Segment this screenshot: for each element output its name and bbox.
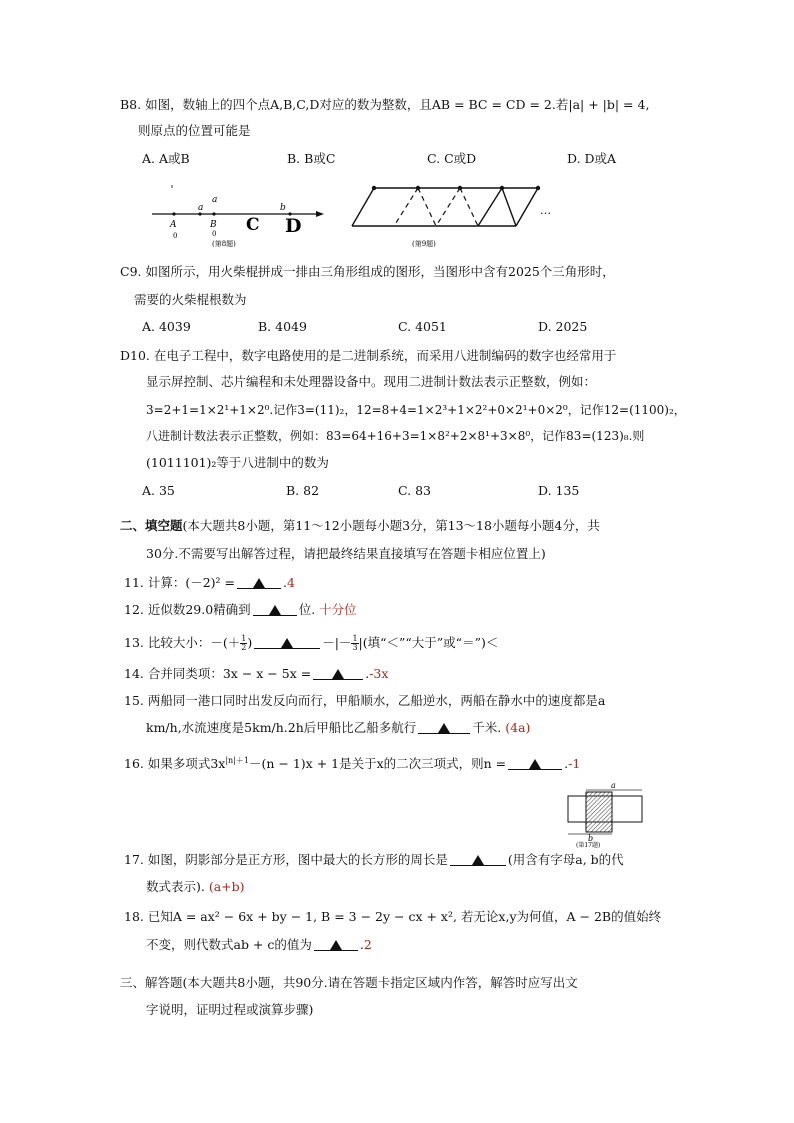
q9-line2: 需要的火柴棍根数为 xyxy=(134,292,247,307)
q9-number: C9. xyxy=(120,264,142,279)
section3-header xyxy=(120,974,578,992)
q17-line2: 数式表示). (a+b) xyxy=(146,879,245,894)
q9-option-b: B. 4049 xyxy=(258,319,307,334)
q13-blank xyxy=(254,634,320,649)
q12-text: 12. 近似数29.0精确到 xyxy=(124,602,251,617)
q15-answer: (4a) xyxy=(505,720,531,735)
fig8-zero2: 0 xyxy=(212,230,217,238)
triangle-icon xyxy=(330,940,342,950)
fig8-zero1: 0 xyxy=(173,232,178,240)
q10-number: D10. xyxy=(120,348,150,363)
q10-line5: (1011101)₂等于八进制中的数为 xyxy=(146,455,329,470)
q12 xyxy=(124,601,357,619)
fig9-caption: (第9题) xyxy=(412,240,436,248)
q9-line1 xyxy=(120,263,615,281)
figure-17-rectangles xyxy=(562,780,646,848)
q9-option-a: A. 4039 xyxy=(142,319,191,334)
q17-line1: 17. 如图，阴影部分是正方形，图中最大的长方形的周长是 (用含有字母a, b的代 xyxy=(124,852,624,867)
fig17-label-b: b xyxy=(588,834,594,843)
q10-option-d: D. 135 xyxy=(538,483,580,498)
fig8-label-a2: a xyxy=(212,195,218,205)
q14-blank xyxy=(313,665,363,680)
fig17-caption: (第17题) xyxy=(576,842,601,848)
triangle-icon xyxy=(332,669,344,679)
triangle-icon xyxy=(281,638,293,648)
section2-title: 二、填空题 xyxy=(120,518,183,533)
q12-answer: 十分位 xyxy=(319,602,357,617)
q8-line2: 则原点的位置可能是 xyxy=(138,123,251,138)
fig8-label-B: B xyxy=(210,220,217,230)
q14-text: 14. 合并同类项：3x − x − 5x = xyxy=(124,666,312,681)
fig8-label-D: D xyxy=(285,215,302,237)
section3-title: 三、解答题 xyxy=(120,975,183,990)
q11-answer: 4 xyxy=(287,575,295,590)
q8-option-a: A. A或B xyxy=(142,151,190,166)
figure-9-matchsticks xyxy=(348,180,558,252)
q12-end: 位. xyxy=(298,602,316,617)
q10-line4: 八进制计数法表示正整数，例如：83=64+16+3=1×8²+2×8¹+3×8⁰，记作83=(123)₈.则 xyxy=(146,429,645,443)
q11 xyxy=(124,574,295,592)
q11-end: . xyxy=(283,575,288,590)
q15-blank xyxy=(418,719,470,734)
q8-option-c: C. C或D xyxy=(427,151,477,166)
q16: 16. 如果多项式$3x^{|n|+1}-(n - 1)x + 1$是关于x的二次三项式，则n = .-1 xyxy=(124,756,581,771)
q10-line3: 3=2+1=1×2¹+1×2⁰.记作3=(11)₂，12=8+4=1×2³+1×2²+0×2¹+0×2⁰，记作12=(1100)₂， xyxy=(146,403,686,417)
triangle-icon xyxy=(438,723,450,733)
q18-line2: 不变，则代数式ab + c的值为 .2 xyxy=(146,937,372,952)
fig17-label-a: a xyxy=(611,781,616,790)
fig8-label-A: A xyxy=(170,220,177,230)
triangle-icon xyxy=(472,855,484,865)
q9-option-c: C. 4051 xyxy=(398,319,447,334)
section2-header xyxy=(120,517,600,535)
q10-option-c: C. 83 xyxy=(398,483,431,498)
q13-answer: ＜ xyxy=(485,635,499,650)
q8-line1 xyxy=(120,96,649,114)
q8-option-b: B. B或C xyxy=(287,151,336,166)
q8-option-d: D. D或A xyxy=(567,151,617,166)
q16-answer: -1 xyxy=(568,756,581,771)
q14: 14. 合并同类项：3x − x − 5x = .-3x xyxy=(124,666,389,681)
q16-blank xyxy=(508,755,562,770)
q18-answer: 2 xyxy=(363,937,372,952)
q12-blank xyxy=(253,601,297,616)
section2-desc2: 30分.不需要写出解答过程，请把最终结果直接填写在答题卡相应位置上) xyxy=(146,546,546,561)
q10-line1 xyxy=(120,347,616,365)
q11-text: 11. 计算：(－2)² = xyxy=(124,575,236,590)
q10-line2: 显示屏控制、芯片编程和未处理器设备中。现用二进制计数法表示正整数，例如： xyxy=(146,374,597,389)
q8-number: B8. xyxy=(120,97,142,112)
fig8-label-b: b xyxy=(280,203,286,213)
q10-option-b: B. 82 xyxy=(286,483,320,498)
q17-answer: (a+b) xyxy=(208,879,245,894)
q10-text: 在电子工程中，数字电路使用的是二进制系统，而采用八进制编码的数字也经常用于 xyxy=(153,348,617,363)
q9-option-d: D. 2025 xyxy=(538,319,588,334)
q17-blank xyxy=(450,851,506,866)
q11-blank xyxy=(237,574,281,589)
q15-line2: km/h,水流速度是5km/h.2h后甲船比乙船多航行 千米. (4a) xyxy=(146,720,531,735)
triangle-icon xyxy=(253,578,265,588)
q13-frac1: $\frac{1}{2}$ xyxy=(241,634,247,652)
q13: 13. 比较大小：－(＋ $\frac{1}{2}$ ) －|－ $\frac{1}{3}$ |(填“＜”“大于”或“＝”)＜ xyxy=(124,634,499,652)
q18-line1: 18. 已知A = ax² − 6x + by − 1, B = 3 − 2y − cx + x², 若无论x,y为何值，A − 2B的值始终 xyxy=(124,909,662,924)
triangle-icon xyxy=(529,759,541,769)
q15-line1: 15. 两船同一港口同时出发反向而行，甲船顺水，乙船逆水，两船在静水中的速度都是a xyxy=(124,693,606,708)
fig8-caption: (第8题) xyxy=(212,240,236,248)
fig8-label-C: C xyxy=(246,215,260,235)
q8-text: 如图，数轴上的四个点A,B,C,D对应的数为整数，且AB = BC = CD = 2.若|a| + |b| = 4, xyxy=(145,97,650,112)
section3-desc1: (本大题共8小题，共90分.请在答题卡指定区域内作答，解答时应写出文 xyxy=(182,975,578,990)
q9-text: 如图所示，用火柴棍拼成一排由三角形组成的图形，当图形中含有2025个三角形时， xyxy=(145,264,615,279)
q18-blank xyxy=(314,936,358,951)
fig8-label-a: a xyxy=(198,203,204,213)
section2-desc1: (本大题共8小题，第11～12小题每小题3分，第13～18小题每小题4分，共 xyxy=(182,518,600,533)
figure-8-number-line xyxy=(148,182,332,250)
q13-frac2: $\frac{1}{3}$ xyxy=(352,634,358,652)
section3-desc2: 字说明，证明过程或演算步骤) xyxy=(146,1002,314,1017)
q14-answer: -3x xyxy=(369,666,389,681)
q13-text: 13. 比较大小：－(＋ xyxy=(124,635,241,650)
fig9-dots: … xyxy=(540,204,551,217)
q10-option-a: A. 35 xyxy=(142,483,175,498)
triangle-icon xyxy=(269,605,281,615)
